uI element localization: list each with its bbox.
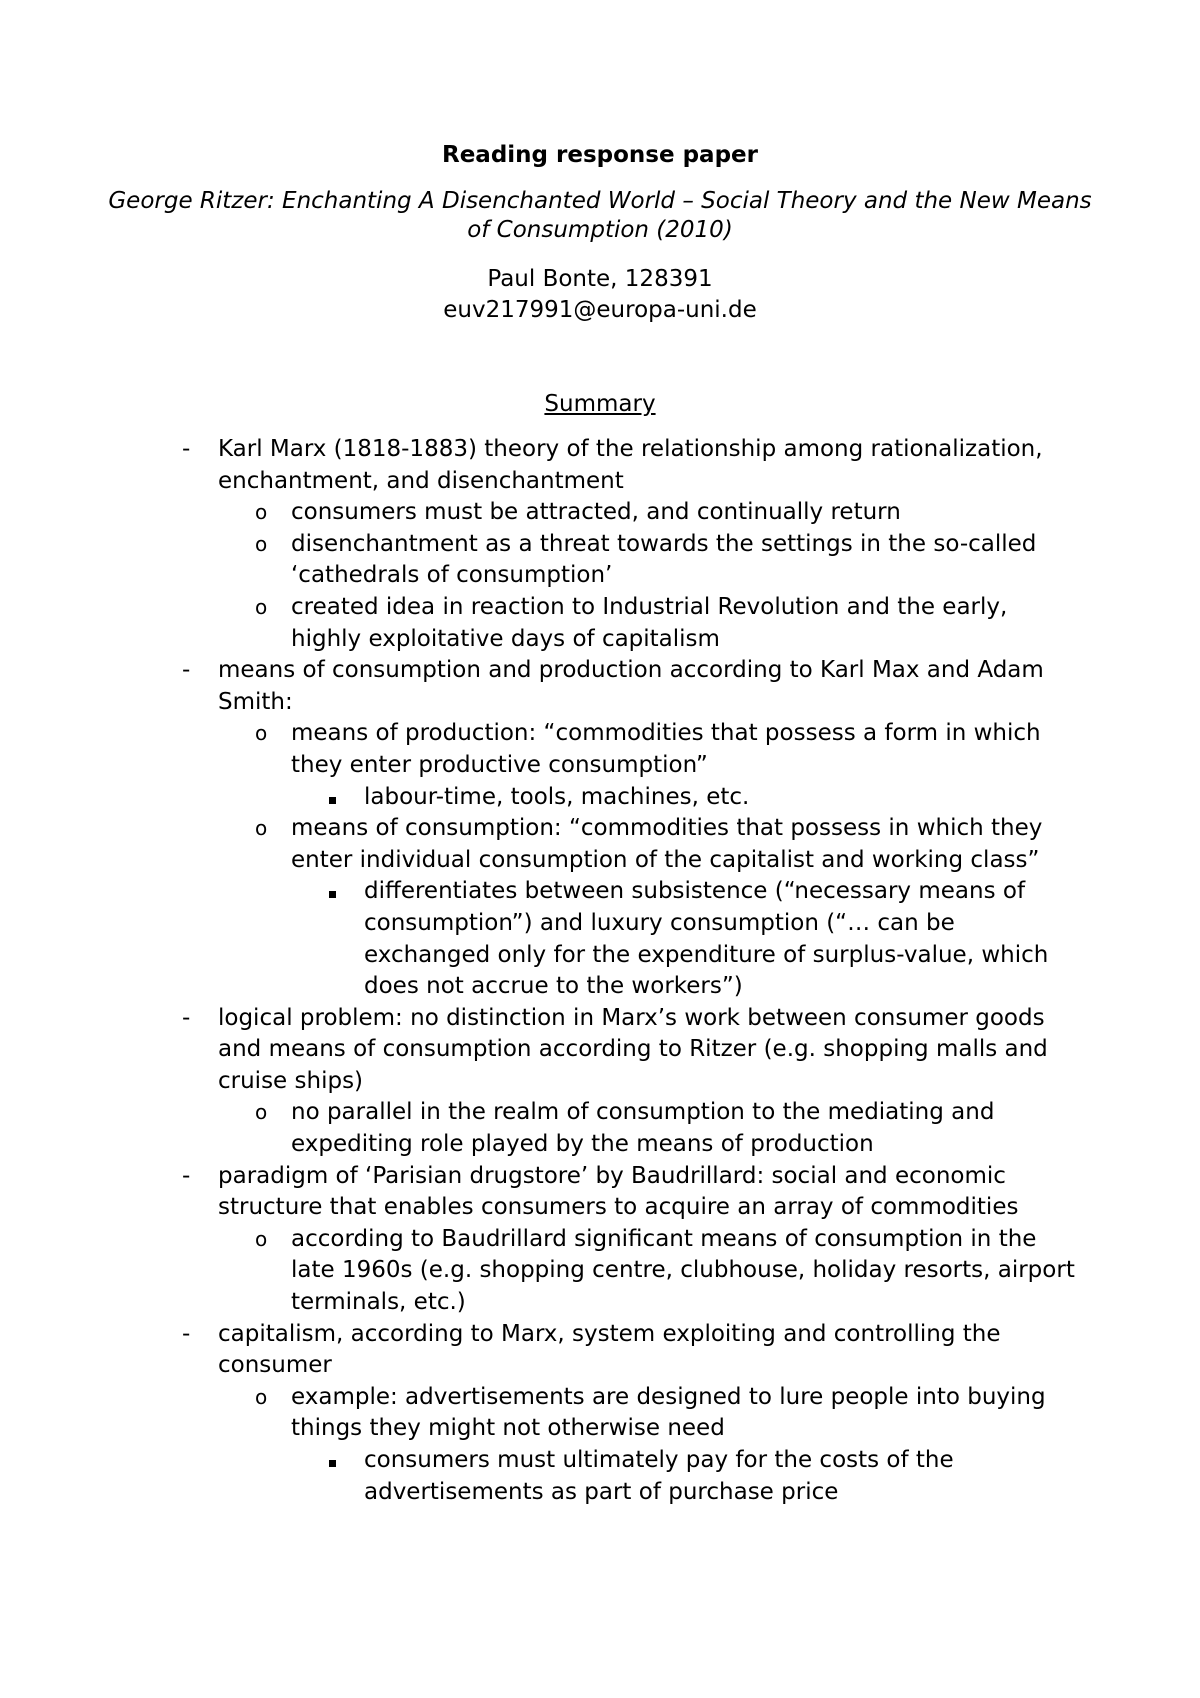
list-item: [0, 718, 1076, 781]
list-item-text: means of production: “commodities that possess a form in which they enter productive consumption”: [291, 720, 1041, 778]
list-item: [0, 1097, 1076, 1160]
list-item: [0, 1224, 1076, 1319]
list-item-text: consumers must ultimately pay for the costs of the advertisements as part of purchase price: [364, 1447, 954, 1505]
dash-bullet: -: [182, 1162, 191, 1189]
circle-bullet: o: [255, 594, 268, 619]
list-item: [0, 1445, 1069, 1508]
list-item: [0, 782, 1069, 814]
summary-list: [0, 434, 1200, 1508]
author-email: euv217991@europa-uni.de: [443, 297, 757, 323]
list-item-text: capitalism, according to Marx, system exploiting and controlling the consumer: [218, 1320, 1001, 1379]
list-item: [0, 813, 1076, 876]
list-item-text: means of consumption: “commodities that possess in which they enter individual consumption of the capitalist and working class”: [291, 815, 1043, 873]
circle-bullet: o: [255, 1384, 268, 1409]
list-item-text: disenchantment as a threat towards the settings in the so-called ‘cathedrals of consumption’: [291, 530, 1037, 589]
list-item: [0, 434, 1068, 497]
circle-bullet: o: [255, 721, 268, 746]
circle-bullet: o: [255, 1100, 268, 1125]
list-item: [0, 497, 1076, 529]
list-item-text: consumers must be attracted, and continually return: [291, 499, 901, 526]
dash-bullet: -: [182, 657, 191, 684]
square-bullet-icon: [329, 1445, 336, 1477]
circle-bullet: o: [255, 1226, 268, 1251]
list-item: [0, 1382, 1076, 1445]
list-item-text: no parallel in the realm of consumption to the mediating and expediting role played by the means of production: [291, 1099, 995, 1158]
list-item-text: created idea in reaction to Industrial Revolution and the early, highly exploitative days of capitalism: [291, 593, 1008, 652]
list-item: [0, 1161, 1068, 1224]
square-bullet-icon: [329, 782, 336, 814]
paper-subtitle: George Ritzer: Enchanting A Disenchanted World – Social Theory and the New Means of Consumption (2010): [108, 188, 1092, 243]
circle-bullet: o: [255, 500, 268, 525]
paper-title: Reading response paper: [442, 142, 758, 168]
list-item-text: paradigm of ‘Parisian drugstore’ by Baudrillard: social and economic structure that enables consumers to acquire an array of commodities: [218, 1162, 1019, 1221]
list-item: [0, 1319, 1068, 1382]
list-item: [0, 592, 1076, 655]
dash-bullet: -: [182, 1004, 191, 1031]
dash-bullet: -: [182, 436, 191, 462]
author-name: Paul Bonte, 128391: [487, 266, 713, 292]
section-heading-summary: Summary: [544, 391, 656, 417]
circle-bullet: o: [255, 816, 268, 841]
circle-bullet: o: [255, 531, 268, 556]
list-item-text: means of consumption and production according to Karl Max and Adam Smith:: [218, 657, 1044, 715]
list-item-text: differentiates between subsistence (“necessary means of consumption”) and luxury consumption (“… can be exchanged only for the expenditure of surplus-value, which does not accrue to the workers”): [364, 878, 1049, 1000]
list-item-text: logical problem: no distinction in Marx’s work between consumer goods and means of consumption according to Ritzer (e.g. shopping malls and cruise ships): [218, 1004, 1048, 1094]
author-block: [0, 264, 1200, 326]
list-item: [0, 529, 1076, 592]
dash-bullet: -: [182, 1320, 191, 1347]
list-item: [0, 876, 1069, 1002]
list-item: [0, 655, 1068, 718]
square-bullet-icon: [329, 876, 336, 908]
list-item-text: example: advertisements are designed to lure people into buying things they might not otherwise need: [291, 1383, 1046, 1442]
list-item-text: according to Baudrillard significant means of consumption in the late 1960s (e.g. shopping centre, clubhouse, holiday resorts, airport terminals, etc.): [291, 1225, 1075, 1316]
list-item-text: labour-time, tools, machines, etc.: [364, 783, 750, 810]
list-item: [0, 1003, 1068, 1098]
list-item-text: Karl Marx (1818-1883) theory of the relationship among rationalization, enchantment, and disenchantment: [218, 436, 1043, 494]
